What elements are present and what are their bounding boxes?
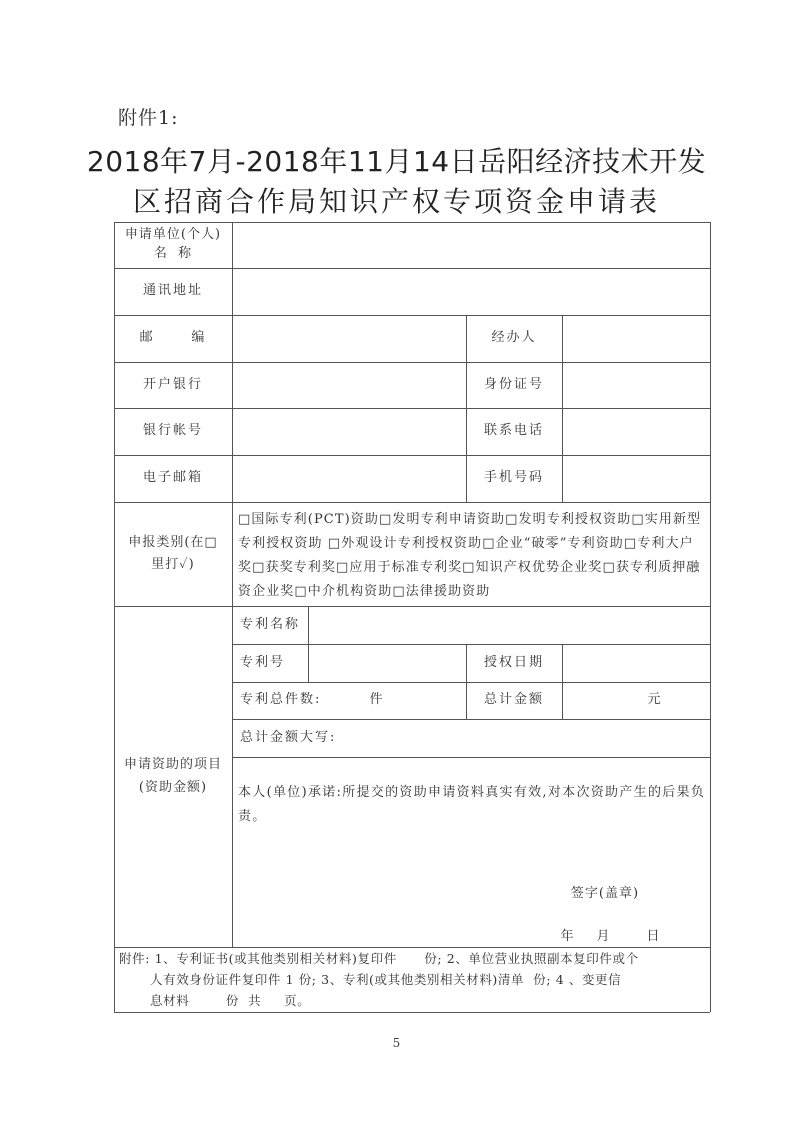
applicant-name-field[interactable] (233, 223, 709, 268)
applicant-name-label-line1: 申请单位(个人) (124, 227, 222, 243)
patent-count-label: 专利总件数: (240, 692, 322, 708)
attachment-label: 附件1: (118, 107, 179, 129)
grant-date-field[interactable] (563, 645, 709, 682)
project-label-line2: (资助金额) (138, 779, 208, 795)
patent-number-field[interactable] (309, 645, 466, 682)
date-year: 年 (560, 928, 576, 944)
handler-label: 经办人 (491, 330, 537, 346)
mobile-field[interactable] (563, 456, 709, 502)
id-number-field[interactable] (563, 363, 709, 408)
applicant-name-label (114, 222, 232, 268)
project-label (114, 606, 232, 947)
patent-name-field[interactable] (309, 607, 709, 644)
postcode-field[interactable] (233, 316, 466, 362)
table-border-bottom (114, 1012, 710, 1013)
bank-field[interactable] (233, 363, 466, 408)
bank-label: 开户银行 (142, 376, 203, 392)
contact-phone-label: 联系电话 (483, 423, 544, 439)
contact-phone-field[interactable] (563, 409, 709, 455)
page-number: 5 (392, 1036, 401, 1050)
attachments-line2: 人有效身份证件复印件 1 份; 3、专利(或其他类别相关材料)清单 份; 4 、变更信 (150, 972, 622, 987)
grant-date-label: 授权日期 (483, 654, 544, 670)
total-amount-words-label: 总计金额大写: (240, 729, 337, 745)
date-day: 日 (646, 928, 662, 944)
total-amount-unit: 元 (647, 692, 663, 708)
page-title-line1: 2018年7月-2018年11月14日岳阳经济技术开发 (86, 145, 707, 178)
table-border-right (710, 222, 711, 1012)
patent-name-label: 专利名称 (240, 616, 301, 632)
patent-number-label: 专利号 (240, 654, 286, 670)
applicant-name-label-line2: 名 称 (153, 246, 193, 261)
category-label (114, 502, 232, 606)
category-label-line2: 里打✓) (151, 557, 195, 572)
bank-account-label: 银行帐号 (142, 423, 203, 439)
signature-label: 签字(盖章) (570, 885, 640, 901)
commitment-text: 本人(单位)承诺:所提交的资助申请资料真实有效,对本次资助产生的后果负责。 (238, 785, 706, 824)
date-month: 月 (596, 928, 612, 944)
address-label: 通讯地址 (142, 283, 203, 299)
bank-account-field[interactable] (233, 409, 466, 455)
attachments-line1: 附件: 1、专利证书(或其他类别相关材料)复印件 份; 2、单位营业执照副本复印件或个 (119, 951, 639, 966)
postcode-label: 邮 编 (139, 330, 207, 346)
project-label-line1: 申请资助的项目 (123, 757, 222, 773)
email-label: 电子邮箱 (142, 470, 203, 486)
mobile-label: 手机号码 (483, 470, 544, 486)
category-options[interactable]: □国际专利(PCT)资助□发明专利申请资助□发明专利授权资助□实用新型专利授权资助 □外观设计专利授权资助□企业“破零”专利资助□专利大户奖□获奖专利奖□应用于标准专利奖□知识产权优势企业奖□获专利质押融资企业奖□中介机构资助□法律援助资助 (238, 512, 702, 599)
row-divider (232, 757, 710, 758)
address-field[interactable] (233, 269, 709, 315)
patent-count-unit: 件 (369, 692, 385, 708)
id-number-label: 身份证号 (483, 376, 544, 392)
page-title-line2: 区招商合作局知识产权专项资金申请表 (132, 185, 660, 218)
handler-field[interactable] (563, 316, 709, 362)
total-amount-label: 总计金额 (483, 692, 544, 708)
category-label-line1: 申报类别(在□ (128, 534, 218, 550)
attachments-line3: 息材料 份 共 页。 (150, 993, 311, 1008)
email-field[interactable] (233, 456, 466, 502)
